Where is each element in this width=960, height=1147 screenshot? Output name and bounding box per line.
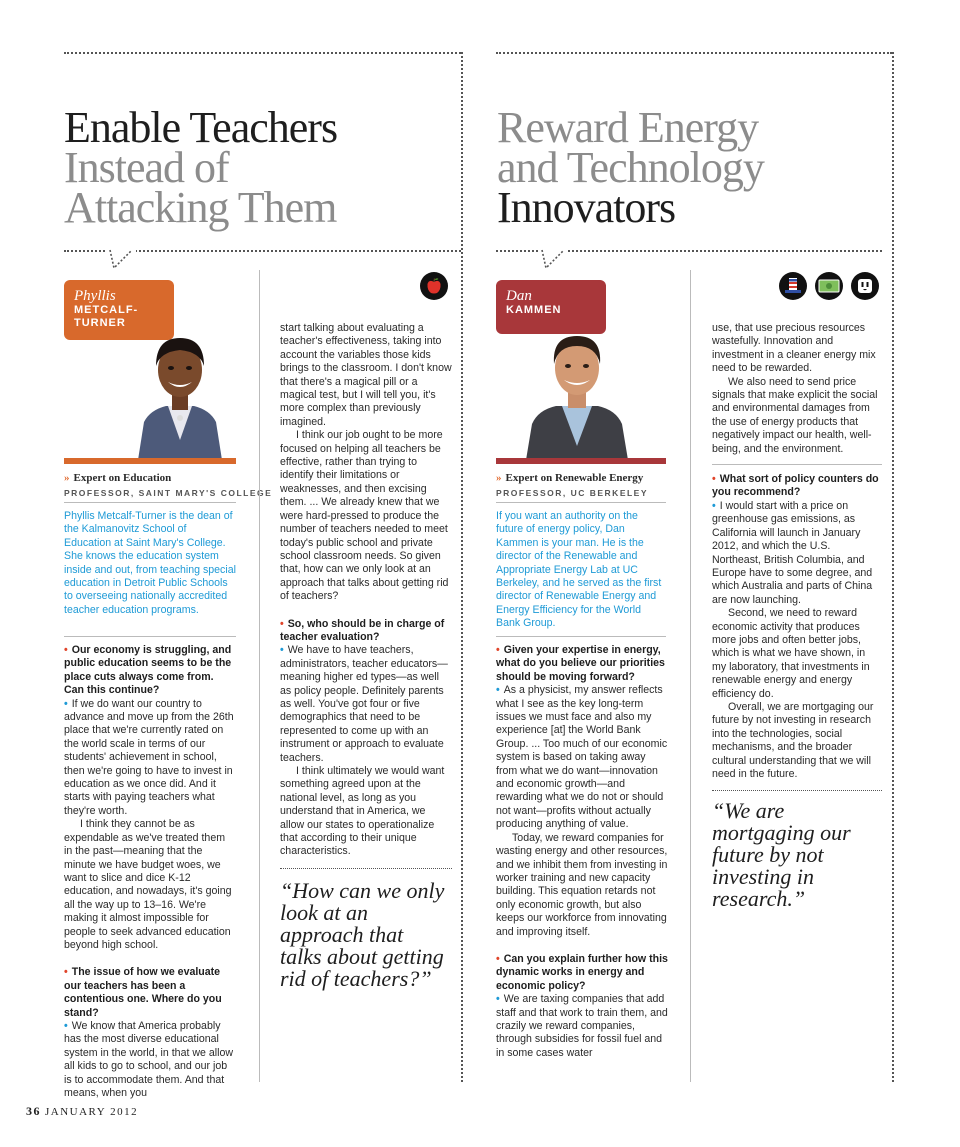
right-headline-line3: Innovators bbox=[497, 183, 676, 232]
left-question-1-text: Our economy is struggling, and public education seems to be the place cuts always come from. Can this continue? bbox=[64, 644, 232, 697]
right-quote-rule bbox=[712, 790, 882, 791]
left-question-3-bullet: • bbox=[280, 617, 284, 630]
right-answer-2-text: We are taxing companies that add staff and that work to train them, and crazily we reward companies, through subsidies for fossil fuel and in some cases water bbox=[496, 993, 668, 1059]
right-first-name: Dan bbox=[506, 288, 532, 304]
left-portrait-bar bbox=[64, 458, 236, 464]
right-portrait-bar bbox=[496, 458, 666, 464]
left-professor-title: PROFESSOR, SAINT MARY'S COLLEGE bbox=[64, 488, 273, 498]
left-rule-under-title bbox=[64, 502, 236, 503]
right-question-3-bullet: • bbox=[712, 473, 716, 486]
left-headline-line1: Enable Teachers bbox=[64, 103, 338, 152]
left-pull-quote: “How can we only look at an approach that talks about getting rid of teachers?” bbox=[280, 878, 445, 991]
power-outlet-icon bbox=[851, 272, 879, 300]
left-answer-3 bbox=[280, 644, 452, 765]
money-bill-icon bbox=[815, 272, 843, 300]
right-question-2-bullet: • bbox=[496, 952, 500, 965]
left-question-2-bullet: • bbox=[64, 966, 68, 979]
left-answer-1-text: If we do want our country to advance and move up from the 26th place that we're currently rated on the world scale in terms of our students' achievement in school, then we're going to have to invest in education as we once did. And it starts with paying teachers what they're worth. bbox=[64, 697, 234, 817]
left-last-name-1: METCALF- bbox=[74, 304, 139, 316]
top-rule-right bbox=[496, 52, 892, 54]
left-column-divider bbox=[259, 270, 260, 1082]
right-col2-para1: use, that use precious resources wastefully. Innovation and investment in a cleaner energy mix need to be rewarded. bbox=[712, 322, 876, 375]
left-col2-para1: start talking about evaluating a teacher's effectiveness, taking into account the variables those kids brings to the classroom. I don't know that there's a magical pill or a magical test, but I will tell you, it's more complex than previously imagined. bbox=[280, 322, 452, 428]
vertical-rule-center bbox=[461, 52, 463, 1082]
right-answer-3b: Second, we need to reward economic activity that produces more jobs and often better jobs, which is what we have shown, in my laboratory, that investments in renewable energy and energy efficiency do. bbox=[712, 607, 870, 700]
right-answer-2 bbox=[496, 993, 668, 1060]
left-last-name-2: TURNER bbox=[74, 317, 126, 329]
right-column-2 bbox=[712, 322, 882, 781]
right-question-3 bbox=[712, 473, 882, 500]
left-answer-2-text: We know that America probably has the most diverse educational system in the world, in that we allow all kids to go to school, and our job is to accommodate them. And that means, when you bbox=[64, 1019, 233, 1099]
left-expert-mark: » bbox=[64, 472, 70, 484]
left-first-name: Phyllis bbox=[74, 288, 116, 304]
vertical-rule-right bbox=[892, 52, 894, 1082]
right-pull-quote: “We are mortgaging our future by not investing in research.” bbox=[712, 798, 851, 911]
left-answer-3b: I think ultimately we would want something agreed upon at the national level, as long as you understand that in America, we allow our states to operationalize that according to their unique characteristics. bbox=[280, 765, 445, 858]
left-headline-line2: Instead of bbox=[64, 143, 229, 192]
page-footer bbox=[26, 1104, 138, 1119]
right-col2-rule bbox=[712, 464, 882, 465]
apple-icon bbox=[420, 272, 448, 300]
right-headline bbox=[497, 103, 764, 232]
right-question-3-text: What sort of policy counters do you recommend? bbox=[712, 473, 879, 499]
right-answer-3 bbox=[712, 500, 882, 607]
left-expert-text: Expert on Education bbox=[73, 472, 172, 484]
left-headline-line3: Attacking Them bbox=[64, 183, 337, 232]
right-expert-text: Expert on Renewable Energy bbox=[505, 472, 644, 484]
left-quote-rule bbox=[280, 868, 452, 869]
left-answer-1 bbox=[64, 698, 236, 819]
left-expert-label bbox=[64, 472, 171, 484]
uncle-sam-hat-icon bbox=[779, 272, 807, 300]
right-answer-3c: Overall, we are mortgaging our future by not investing in research into the technologies, social mechanisms, and the broader cultural understanding that we will need in the future. bbox=[712, 700, 874, 780]
right-expert-mark: » bbox=[496, 472, 502, 484]
right-pointer-tail bbox=[538, 246, 568, 272]
left-pointer-tail bbox=[106, 246, 136, 272]
right-headline-line2: and Technology bbox=[497, 143, 764, 192]
left-answer-3-bullet: • bbox=[280, 644, 284, 657]
left-question-2-text: The issue of how we evaluate our teachers has been a contentious one. Where do you stand? bbox=[64, 966, 222, 1019]
right-last-name: KAMMEN bbox=[506, 304, 562, 316]
right-column-1 bbox=[496, 644, 668, 1060]
right-question-1-bullet: • bbox=[496, 644, 500, 656]
right-intro: If you want an authority on the future of energy policy, Dan Kammen is your man. He is the director of the Renewable and Appropriate Energy Lab at UC Berkeley, and he served as the first director of Renewable Energy and Energy Efficiency for the World Bank Group. bbox=[496, 510, 662, 630]
left-question-3 bbox=[280, 618, 452, 645]
right-answer-1-text: As a physicist, my answer reflects what I see as the key long-term issues we must face and also my experience [at] the World Bank Group. ... Too much of our economic system is based on taking away from what we do want—innovation and economic growth—and rewarding what we do not or should not want—profits without actually producing anything of value. bbox=[496, 684, 668, 831]
top-rule-left bbox=[64, 52, 461, 54]
left-answer-1-bullet: • bbox=[64, 697, 68, 710]
right-answer-3-bullet: • bbox=[712, 499, 716, 512]
right-question-1-text: Given your expertise in energy, what do you believe our priorities should be moving forward? bbox=[496, 644, 665, 683]
right-answer-1-bullet: • bbox=[496, 684, 500, 697]
issue-date: JANUARY 2012 bbox=[45, 1106, 139, 1118]
left-question-1-bullet: • bbox=[64, 644, 68, 656]
right-answer-1 bbox=[496, 684, 668, 831]
left-column-1 bbox=[64, 644, 236, 1100]
left-col2-para2: I think our job ought to be more focused on helping all teachers be effective, rather than trying to identify their limitations or weaknesses, and then excising them. ... We already knew that we were hard-pressed to produce the number of teachers needed to meet today's public school and private school classroom needs. So given that, how can we only look at an approach that talks about getting rid of teachers? bbox=[280, 429, 449, 603]
right-headline-line1: Reward Energy bbox=[497, 103, 759, 152]
left-answer-2-bullet: • bbox=[64, 1019, 68, 1032]
left-portrait-illustration bbox=[130, 330, 230, 460]
right-rule-under-title bbox=[496, 502, 666, 503]
left-intro: Phyllis Metcalf-Turner is the dean of the Kalmanovitz School of Education at Saint Mary's College. She knows the education system inside and out, from teaching special education in Detroit Public Schools to overseeing nationally accredited teacher education programs. bbox=[64, 510, 236, 616]
right-question-2-text: Can you explain further how this dynamic works in energy and economic policy? bbox=[496, 952, 668, 992]
right-column-divider bbox=[690, 270, 691, 1082]
left-answer-3-text: We have to have teachers, administrators, teacher educators—meaning higher ed types—as well as policy people. Definitely parents as well. You've got four or five demographics that need to be represented to come up with an instrument or approach to evaluate teachers. bbox=[280, 644, 448, 764]
left-column-2 bbox=[280, 322, 452, 859]
right-answer-3-text: I would start with a price on greenhouse gas emissions, as California will launch in January 2012, and which the U.S. Northeast, British Columbia, and Europe have to some degree, and which Australia and parts of China are now launching. bbox=[712, 499, 873, 606]
right-rule-under-intro bbox=[496, 636, 666, 637]
right-name-badge bbox=[496, 280, 606, 334]
page-number: 36 bbox=[26, 1104, 41, 1118]
left-question-1 bbox=[64, 644, 236, 698]
right-question-2 bbox=[496, 953, 668, 993]
left-headline bbox=[64, 103, 338, 232]
left-question-2 bbox=[64, 966, 236, 1020]
left-question-3-text: So, who should be in charge of teacher evaluation? bbox=[280, 617, 445, 643]
right-answer-1b: Today, we reward companies for wasting energy and other resources, and we inhibit them from investing in worker training and new capacity building. This equation retards not only economic growth, but also keeps our workforce from innovating and improving itself. bbox=[496, 831, 668, 938]
right-professor-title: PROFESSOR, UC BERKELEY bbox=[496, 488, 649, 498]
right-col2-para2: We also need to send price signals that make explicit the social and environmental damages from the use of energy products that negatively impact our health, well-being, and the environment. bbox=[712, 375, 878, 455]
left-answer-2 bbox=[64, 1020, 236, 1100]
left-answer-1b: I think they cannot be as expendable as we've treated them in the past—meaning that the minute we have budget woes, we want to slice and dice K-12 education, and nowadays, it's going all the way up to 13–16. We're making it almost impossible for people to seek advanced education beyond high school. bbox=[64, 818, 232, 951]
right-portrait-illustration bbox=[522, 328, 632, 460]
right-answer-2-bullet: • bbox=[496, 993, 500, 1006]
left-rule-under-intro bbox=[64, 636, 236, 637]
right-question-1 bbox=[496, 644, 668, 684]
right-expert-label bbox=[496, 472, 643, 484]
